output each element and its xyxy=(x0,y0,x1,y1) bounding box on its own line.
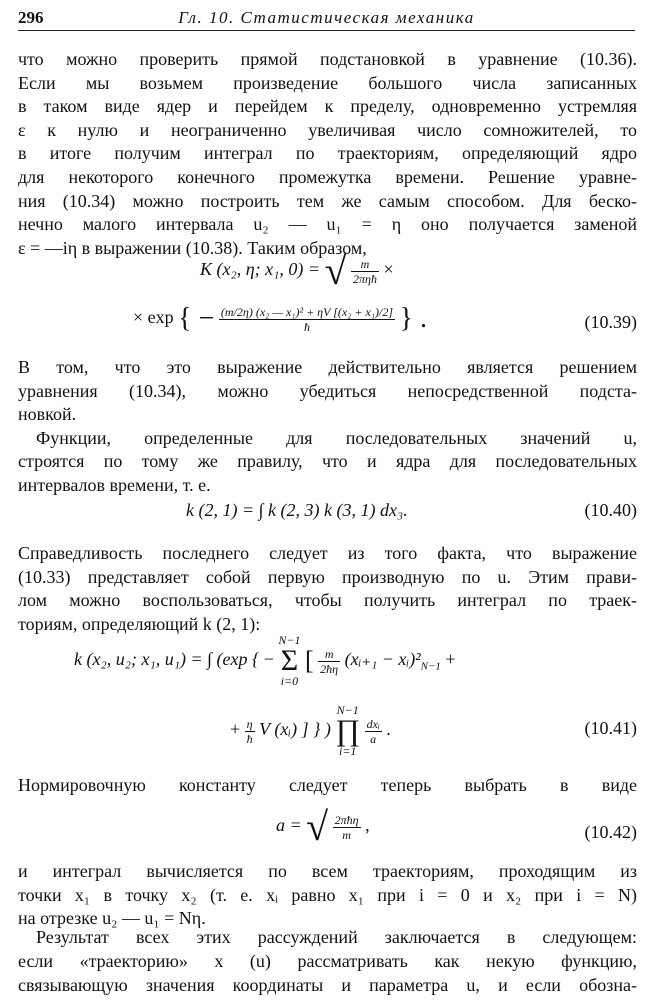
text-line: Если мы возьмем произведение большого числа записанных xyxy=(18,72,637,93)
text-line: точки x₁ в точку x₂ (т. е. xᵢ равно x₁ при i = 0 и x₂ при i = N) xyxy=(18,884,637,905)
equation-number: (10.40) xyxy=(584,500,637,520)
fraction-m-over-2hbar-eta: $\frac{m}{2ħ\eta}$ xyxy=(320,646,339,676)
eq-lhs: a = xyxy=(276,815,302,836)
text-line: уравнения (10.34), можно убедиться непосредственной подста- xyxy=(18,380,637,401)
equation-10-39-line1 xyxy=(18,248,637,293)
text-line: интервалов времени, т. е. xyxy=(18,474,211,495)
equation-number: (10.41) xyxy=(584,718,637,738)
text-line: новкой. xyxy=(18,404,77,425)
text-line: в итоге получим интеграл по траекториям, определяющий ядро xyxy=(18,143,637,164)
text-line: что можно проверить прямой подстановкой в уравнение (10.36). xyxy=(18,49,637,69)
eq-body: k (2, 1) = ∫ k (2, 3) k (3, 1) dx₃. xyxy=(186,500,408,520)
paragraph-5 xyxy=(18,774,637,798)
eq-lhs: k (x₂, u₂; x₁, u₁) = ∫ (exp { xyxy=(74,649,260,670)
exp-lead: × exp xyxy=(133,307,174,328)
text-line: строятся по тому же правилу, что и ядра для последовательных xyxy=(18,451,637,471)
text-line: связывающую значения координаты и параметра u, и если обозна- xyxy=(18,974,637,995)
paragraph-7-cont xyxy=(18,950,637,997)
eq-term-2: V (xᵢ) ] } ) xyxy=(259,719,331,740)
text-line: (10.33) представляет собой первую производную по u. Этим прави- xyxy=(18,566,637,587)
eq-lhs: K (x₂, η; x₁, 0) = xyxy=(200,259,321,280)
paragraph-7 xyxy=(36,926,637,950)
fraction-dx-over-a: $\frac{\text{dxᵢ}}{a}$ xyxy=(366,716,380,746)
text-line: если «траекторию» x (u) рассматривать как некую функцию, xyxy=(18,951,637,971)
brace-open: { − xyxy=(178,303,215,334)
equation-10-39-line2 xyxy=(18,300,637,340)
text-line: на отрезке u₂ — u₁ = Nη. xyxy=(18,908,206,929)
paragraph-1 xyxy=(18,48,637,260)
text-line: Справедливость последнего следует из того факта, что выражение xyxy=(18,543,637,563)
sqrt-fraction: $\frac{\text{2πħη}}{m}$ xyxy=(334,812,359,842)
equation-10-41-line2: + $\frac{\eta}{ħ}$ V (xᵢ) ] } ) N−1 ∏ i=1 $\frac{\text{dxᵢ}}{a}$ . (10.41) xyxy=(230,703,637,758)
text-line: ε = —iη в выражении (10.38). Таким образом, xyxy=(18,237,367,258)
paragraph-4 xyxy=(18,542,637,636)
sqrt-fraction: $\frac{m}{\text{2πηħ}}$ xyxy=(353,256,377,286)
product: N−1 ∏ i=1 xyxy=(335,703,361,758)
paragraph-2 xyxy=(18,356,637,427)
paragraph-3 xyxy=(36,427,637,451)
fraction-eta-over-hbar: $\frac{\eta}{ħ}$ xyxy=(246,716,253,746)
page-number: 296 xyxy=(18,8,44,27)
text-line: ния (10.34) можно построить тем же самым способом. Для беско- xyxy=(18,190,637,211)
paragraph-3-cont xyxy=(18,450,637,497)
text-line: Функции, определенные для последовательных значений u, xyxy=(36,428,637,448)
running-header xyxy=(18,6,635,31)
text-line: ториям, определяющий k (2, 1): xyxy=(18,613,261,634)
text-line: лом можно воспользоваться, чтобы получить интеграл по траек- xyxy=(18,590,637,611)
text-line: для некоторого конечного промежутка времени. Решение уравне- xyxy=(18,166,637,187)
brace-close: } . xyxy=(399,303,427,334)
equation-10-42: a = √ $\frac{\text{2πħη}}{m}$ , (10.42) xyxy=(276,804,637,849)
text-line: ε к нулю и неограниченно увеличивая число сомножителей, то xyxy=(18,119,637,140)
text-line: и интеграл вычисляется по всем траекториям, проходящим из xyxy=(18,861,637,881)
equation-10-41-line1: k (x₂, u₂; x₁, u₁) = ∫ (exp { − N−1 Σ i=0 [ $\frac{m}{2ħ\eta}$ (xᵢ₊₁ − $xᵢ)^2_{N-1}$ + xyxy=(74,633,456,688)
text-line: Нормировочную константу следует теперь выбрать в виде xyxy=(18,775,637,795)
running-title: Гл. 10. Статистическая механика xyxy=(178,8,475,27)
text-line: в таком виде ядер и перейдем к пределу, одновременно устремляя xyxy=(18,96,637,117)
equation-number: (10.42) xyxy=(584,822,637,842)
times-sign: × xyxy=(383,259,394,280)
sqrt-symbol: √ xyxy=(306,804,329,849)
eq-term-1: (xᵢ₊₁ − xᵢ)² xyxy=(344,649,421,670)
paragraph-6 xyxy=(18,860,637,931)
eq-term-1-subscript: N−1 xyxy=(420,660,441,673)
text-line: нечно малого интервала u₂ — u₁ = η оно получается заменой xyxy=(18,214,637,235)
equation-number: (10.39) xyxy=(584,312,637,332)
text-line: В том, что это выражение действительно является решением xyxy=(18,357,637,377)
plus-sign: + xyxy=(230,719,241,740)
exp-fraction: $\frac{\text{(m/2η) (x₂ — x₁)² + ηV [(x₂ + x₁)/2]}}{ħ}$ xyxy=(220,304,393,334)
summation: N−1 Σ i=0 xyxy=(278,633,301,688)
sqrt-symbol: √ xyxy=(324,248,347,293)
text-line: Результат всех этих рассуждений заключается в следующем: xyxy=(36,927,637,947)
equation-10-40 xyxy=(18,498,637,538)
